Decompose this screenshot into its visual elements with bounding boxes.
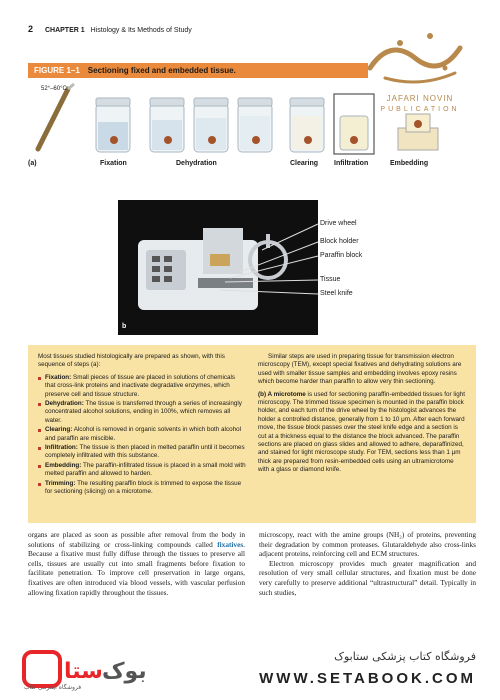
- caption-text: Alcohol is removed in organic solvents in which both alcohol and paraffin are miscible.: [45, 426, 242, 442]
- clearing-jar-icon: [290, 98, 324, 152]
- figure-number: FIGURE 1–1: [34, 66, 80, 75]
- running-header: [28, 24, 192, 34]
- body-text: [28, 530, 476, 630]
- caption-item: [38, 444, 246, 461]
- publisher-name: JAFARI NOVIN: [386, 94, 454, 103]
- caption-left-column: [38, 353, 246, 515]
- dehydration-jar-1-icon: [150, 98, 184, 152]
- svg-text:بوک: بوک: [102, 659, 147, 684]
- body-paragraph: [28, 530, 245, 597]
- caption-intro: Most tissues studied histologically are prepared as shown, with this sequence of steps (a):: [38, 353, 225, 369]
- body-text-run: organs are placed as soon as possible after removal from the body in solutions of stabilizing or cross-linking compounds called: [28, 530, 245, 549]
- microtome-photo: [118, 200, 318, 335]
- figure-part-a-label: (a): [28, 160, 37, 167]
- keyword-fixatives: fixatives: [217, 539, 244, 549]
- step-fixation: Fixation: [100, 160, 127, 167]
- caption-item: [38, 426, 246, 443]
- step-dehydration: Dehydration: [176, 160, 217, 167]
- fixation-jar-icon: [96, 98, 130, 152]
- figure-title: Sectioning fixed and embedded tissue.: [87, 66, 236, 75]
- microtome-icon: [118, 200, 318, 335]
- caption-term: Clearing:: [45, 426, 73, 434]
- caption-term: Embedding:: [45, 461, 82, 469]
- caption-tem-paragraph: Similar steps are used in preparing tissue for transmission electron microscopy (TEM), except special fixatives and dehydrating solutions are used with smaller tissue samples and embedding involves epoxy resins which become harder than paraffin to allow very thin sectioning.: [258, 353, 462, 386]
- caption-term: Infiltration:: [45, 444, 78, 452]
- body-paragraph: microscopy, react with the amine groups (NH₂) of proteins, preventing their degradation by common proteases. Glutaraldehyde also cross-links adjacent proteins, reinforcing cell and ECM structures.: [259, 530, 476, 559]
- callout-tissue: Tissue: [320, 276, 341, 283]
- step-clearing: Clearing: [290, 160, 319, 167]
- caption-step-list: [38, 374, 246, 497]
- caption-item: [38, 480, 246, 497]
- logo-subtitle: فروشگاه اینترنتی کتاب: [24, 684, 82, 691]
- body-text-run: . Because a fixative must fully diffuse through the tissues to preserve all cells, tissues are usually cut into small fragments before fixation to facilitate penetration. To improve cell preservation in large organs, fixatives are often introduced via blood vessels, with vascular perfusion allowing fixation rapidly throughout the tissues.: [28, 539, 245, 597]
- callout-drive-wheel: Drive wheel: [320, 220, 357, 227]
- caption-text: Small pieces of tissue are placed in solutions of chemicals that cross-link proteins and inactivate degradative enzymes, which preserve cell and tissue structure.: [45, 373, 236, 398]
- infiltration-temperature: 52°–60°C: [41, 86, 67, 92]
- store-url-link[interactable]: WWW.SETABOOK.COM: [259, 670, 476, 687]
- chapter-label: CHAPTER 1: [44, 27, 85, 34]
- caption-right-column: [258, 353, 466, 515]
- callout-block-holder: Block holder: [320, 238, 359, 245]
- svg-text:ستا: ستا: [64, 659, 103, 684]
- figure-part-a: [28, 84, 468, 174]
- caption-term: Dehydration:: [45, 400, 84, 408]
- figure-title-bar: [28, 63, 368, 78]
- caption-item: [38, 374, 246, 399]
- step-infiltration: Infiltration: [334, 160, 369, 167]
- dehydration-jar-2-icon: [194, 98, 228, 152]
- store-footer-banner: [0, 640, 500, 700]
- publisher-subtitle: PUBLICATION: [380, 106, 460, 113]
- caption-text: The tissue is then placed in melted paraffin until it becomes completely infiltrated with this substance.: [45, 444, 245, 460]
- caption-item: [38, 462, 246, 479]
- infiltration-oven-icon: [334, 94, 374, 154]
- caption-microtome-lead: (b) A microtome: [258, 390, 306, 398]
- chapter-title: Histology & Its Methods of Study: [90, 27, 192, 34]
- dehydration-jar-3-icon: [238, 98, 272, 152]
- figure-caption: [28, 345, 476, 523]
- caption-text: The tissue is transferred through a series of increasingly concentrated alcohol solutions, ending in 100%, which removes all water.: [45, 400, 242, 424]
- page-number: 2: [28, 24, 34, 34]
- store-name: فروشگاه کتاب پزشکی ستابوک: [334, 650, 476, 663]
- caption-term: Trimming:: [45, 479, 76, 487]
- publisher-calligraphy-icon: [360, 18, 480, 94]
- caption-term: Fixation:: [45, 373, 72, 381]
- scalpel-icon: [38, 84, 74, 149]
- callout-paraffin-block: Paraffin block: [320, 252, 363, 259]
- body-paragraph: Electron microscopy provides much greater magnification and resolution of very small cellular structures, and fixation must be done very carefully to preserve additional “ultrastructural” detail. Typically in such studies,: [259, 558, 476, 597]
- figure-part-b-label: b: [122, 323, 127, 330]
- body-left-column: [28, 530, 245, 630]
- caption-text: The paraffin-infiltrated tissue is placed in a small mold with melted paraffin and allowed to harden.: [45, 461, 246, 478]
- callout-steel-knife: Steel knife: [320, 290, 353, 297]
- body-right-column: [259, 530, 476, 630]
- caption-item: [38, 400, 246, 425]
- caption-text: The resulting paraffin block is trimmed to expose the tissue for sectioning (slicing) on a microtome.: [45, 479, 242, 496]
- caption-microtome-text: is used for sectioning paraffin-embedded tissues for light microscopy. The trimmed tissue specimen is mounted in the paraffin block holder, and each turn of the drive wheel by the histologist advances the holder a controlled distance, generally from 1 to 10 μm. After each forward move, the tissue block passes over the steel knife edge and a section is cut at a thickness equal to the distance the block advanced. The paraffin sections are placed on glass slides and allowed to adhere, deparaffinized, and stained for light microscope study. For TEM, sections less than 1 μm thick are prepared from resin-embedded cells using an ultramicrotome with a glass or diamond knife.: [258, 390, 465, 474]
- tissue-processing-illustration: [28, 84, 468, 164]
- step-embedding: Embedding: [390, 160, 429, 167]
- caption-microtome-paragraph: [258, 391, 466, 475]
- embedding-mold-icon: [398, 114, 438, 150]
